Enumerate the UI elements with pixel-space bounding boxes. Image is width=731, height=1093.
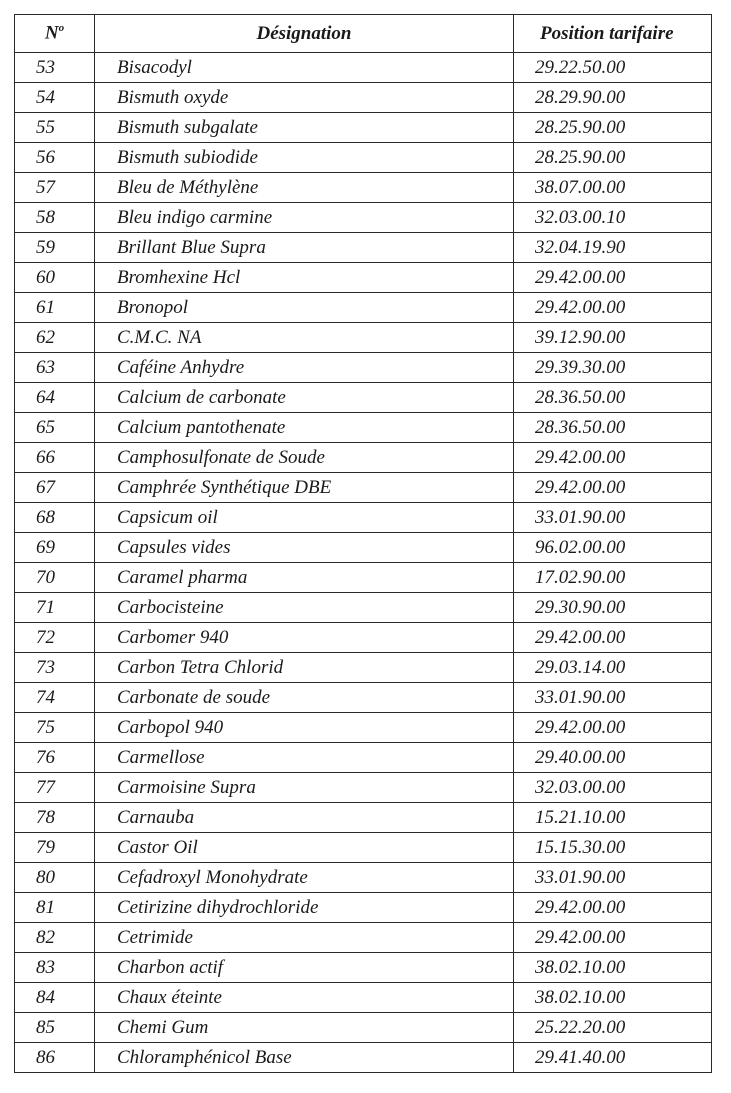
row-designation: Bromhexine Hcl: [95, 263, 514, 293]
table-row: [15, 53, 712, 83]
table-row: [15, 803, 712, 833]
row-position: 29.39.30.00: [514, 353, 712, 383]
table-row: [15, 1013, 712, 1043]
row-position: 33.01.90.00: [514, 503, 712, 533]
row-position: 39.12.90.00: [514, 323, 712, 353]
row-position: 96.02.00.00: [514, 533, 712, 563]
table-row: [15, 443, 712, 473]
table-row: [15, 773, 712, 803]
row-number: 74: [15, 683, 95, 713]
row-number: 72: [15, 623, 95, 653]
row-designation: Carbon Tetra Chlorid: [95, 653, 514, 683]
row-number: 82: [15, 923, 95, 953]
row-number: 75: [15, 713, 95, 743]
header-number-superscript: o: [58, 22, 65, 35]
table-row: [15, 713, 712, 743]
table-header-row: [15, 15, 712, 53]
row-designation: Camphosulfonate de Soude: [95, 443, 514, 473]
row-number: 69: [15, 533, 95, 563]
row-number: 59: [15, 233, 95, 263]
row-designation: Bronopol: [95, 293, 514, 323]
row-designation: Cefadroxyl Monohydrate: [95, 863, 514, 893]
row-position: 15.21.10.00: [514, 803, 712, 833]
row-number: 80: [15, 863, 95, 893]
table-row: [15, 323, 712, 353]
row-number: 55: [15, 113, 95, 143]
table-row: [15, 593, 712, 623]
row-position: 29.42.00.00: [514, 443, 712, 473]
table-row: [15, 563, 712, 593]
table-row: [15, 623, 712, 653]
row-number: 68: [15, 503, 95, 533]
row-number: 84: [15, 983, 95, 1013]
row-number: 79: [15, 833, 95, 863]
row-position: 29.42.00.00: [514, 893, 712, 923]
row-position: 29.42.00.00: [514, 473, 712, 503]
row-designation: Bismuth oxyde: [95, 83, 514, 113]
row-designation: Capsules vides: [95, 533, 514, 563]
table-row: [15, 143, 712, 173]
row-number: 76: [15, 743, 95, 773]
row-number: 83: [15, 953, 95, 983]
row-designation: Chloramphénicol Base: [95, 1043, 514, 1073]
row-position: 29.42.00.00: [514, 293, 712, 323]
table-row: [15, 743, 712, 773]
table-row: [15, 953, 712, 983]
row-position: 33.01.90.00: [514, 863, 712, 893]
row-position: 29.42.00.00: [514, 713, 712, 743]
row-number: 65: [15, 413, 95, 443]
row-position: 33.01.90.00: [514, 683, 712, 713]
row-number: 64: [15, 383, 95, 413]
table-row: [15, 413, 712, 443]
table-row: [15, 683, 712, 713]
row-position: 38.02.10.00: [514, 953, 712, 983]
row-position: 17.02.90.00: [514, 563, 712, 593]
row-number: 71: [15, 593, 95, 623]
row-number: 60: [15, 263, 95, 293]
row-position: 29.42.00.00: [514, 923, 712, 953]
row-position: 15.15.30.00: [514, 833, 712, 863]
row-designation: Castor Oil: [95, 833, 514, 863]
row-designation: Chemi Gum: [95, 1013, 514, 1043]
row-number: 63: [15, 353, 95, 383]
row-position: 38.02.10.00: [514, 983, 712, 1013]
row-designation: Capsicum oil: [95, 503, 514, 533]
header-number: [15, 15, 95, 53]
row-position: 29.42.00.00: [514, 263, 712, 293]
row-number: 73: [15, 653, 95, 683]
row-number: 81: [15, 893, 95, 923]
table-row: [15, 383, 712, 413]
row-number: 54: [15, 83, 95, 113]
row-position: 29.30.90.00: [514, 593, 712, 623]
row-designation: Carbonate de soude: [95, 683, 514, 713]
row-designation: Caféine Anhydre: [95, 353, 514, 383]
row-position: 28.36.50.00: [514, 383, 712, 413]
table-row: [15, 533, 712, 563]
row-designation: Calcium de carbonate: [95, 383, 514, 413]
row-designation: Bleu indigo carmine: [95, 203, 514, 233]
table-row: [15, 833, 712, 863]
row-number: 77: [15, 773, 95, 803]
table-row: [15, 863, 712, 893]
row-number: 86: [15, 1043, 95, 1073]
row-position: 32.04.19.90: [514, 233, 712, 263]
table-row: [15, 503, 712, 533]
row-number: 66: [15, 443, 95, 473]
row-designation: Bismuth subgalate: [95, 113, 514, 143]
row-number: 62: [15, 323, 95, 353]
table-row: [15, 293, 712, 323]
table-row: [15, 233, 712, 263]
table-row: [15, 113, 712, 143]
table-row: [15, 983, 712, 1013]
row-position: 32.03.00.10: [514, 203, 712, 233]
header-number-label: N: [44, 22, 59, 44]
row-position: 29.40.00.00: [514, 743, 712, 773]
table-row: [15, 893, 712, 923]
table-row: [15, 353, 712, 383]
row-designation: Caramel pharma: [95, 563, 514, 593]
row-designation: C.M.C. NA: [95, 323, 514, 353]
row-designation: Carmellose: [95, 743, 514, 773]
row-designation: Camphrée Synthétique DBE: [95, 473, 514, 503]
row-number: 56: [15, 143, 95, 173]
row-number: 85: [15, 1013, 95, 1043]
row-number: 58: [15, 203, 95, 233]
row-position: 29.22.50.00: [514, 53, 712, 83]
row-position: 28.25.90.00: [514, 113, 712, 143]
table-row: [15, 1043, 712, 1073]
row-designation: Charbon actif: [95, 953, 514, 983]
row-designation: Calcium pantothenate: [95, 413, 514, 443]
table-row: [15, 263, 712, 293]
row-position: 32.03.00.00: [514, 773, 712, 803]
table-body: [15, 53, 712, 1073]
row-position: 28.25.90.00: [514, 143, 712, 173]
row-designation: Bisacodyl: [95, 53, 514, 83]
row-number: 53: [15, 53, 95, 83]
table-row: [15, 923, 712, 953]
row-designation: Cetirizine dihydrochloride: [95, 893, 514, 923]
row-designation: Carbopol 940: [95, 713, 514, 743]
row-number: 57: [15, 173, 95, 203]
row-number: 78: [15, 803, 95, 833]
table-row: [15, 83, 712, 113]
row-designation: Carmoisine Supra: [95, 773, 514, 803]
row-position: 28.36.50.00: [514, 413, 712, 443]
tariff-table: [14, 14, 712, 1073]
row-position: 29.41.40.00: [514, 1043, 712, 1073]
table-row: [15, 653, 712, 683]
table-row: [15, 473, 712, 503]
row-designation: Brillant Blue Supra: [95, 233, 514, 263]
row-designation: Carnauba: [95, 803, 514, 833]
table-row: [15, 173, 712, 203]
row-number: 67: [15, 473, 95, 503]
row-designation: Carbomer 940: [95, 623, 514, 653]
row-designation: Chaux éteinte: [95, 983, 514, 1013]
row-position: 25.22.20.00: [514, 1013, 712, 1043]
row-position: 29.42.00.00: [514, 623, 712, 653]
row-designation: Cetrimide: [95, 923, 514, 953]
table-row: [15, 203, 712, 233]
row-position: 38.07.00.00: [514, 173, 712, 203]
row-number: 61: [15, 293, 95, 323]
header-designation: Désignation: [95, 15, 514, 53]
row-number: 70: [15, 563, 95, 593]
row-position: 28.29.90.00: [514, 83, 712, 113]
row-designation: Bismuth subiodide: [95, 143, 514, 173]
row-position: 29.03.14.00: [514, 653, 712, 683]
row-designation: Bleu de Méthylène: [95, 173, 514, 203]
row-designation: Carbocisteine: [95, 593, 514, 623]
header-position: Position tarifaire: [514, 15, 712, 53]
